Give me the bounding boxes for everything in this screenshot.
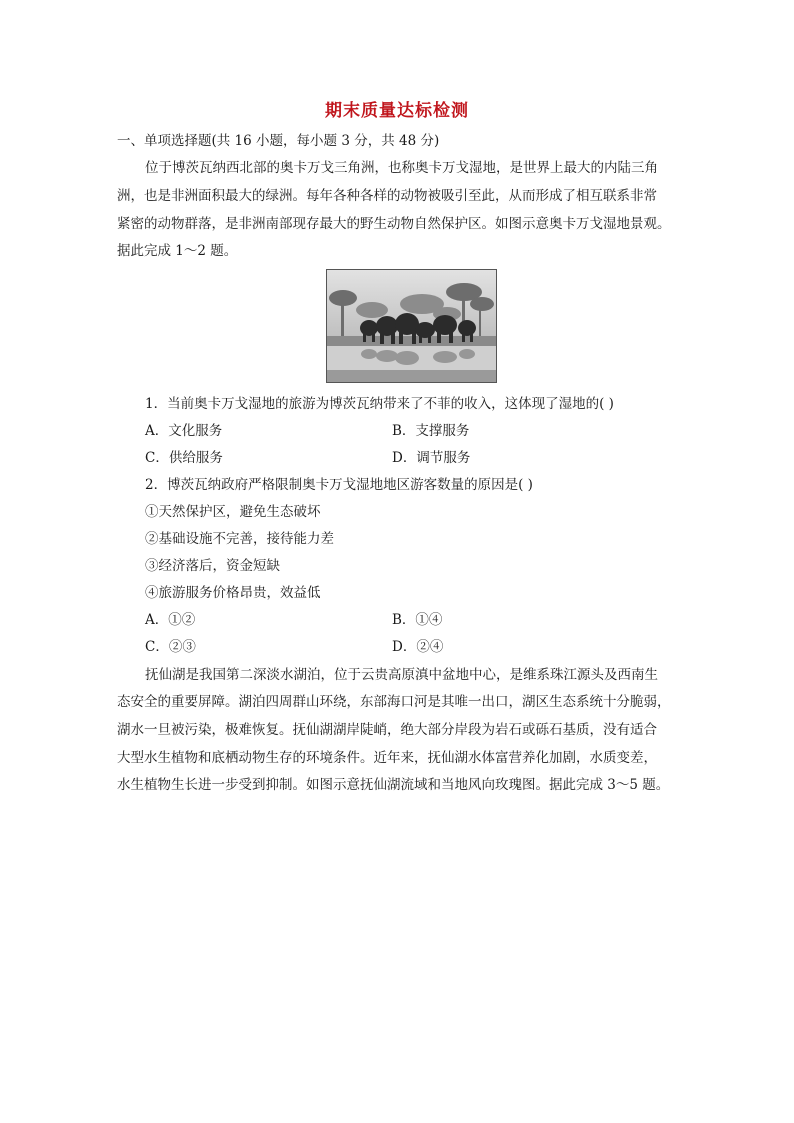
passage2-line: 态安全的重要屏障。湖泊四周群山环绕，东部海口河是其唯一出口，湖区生态系统十分脆弱， <box>117 694 671 710</box>
wetland-elephants-photo <box>326 269 497 383</box>
question-2-item-4: ④旅游服务价格昂贵，效益低 <box>145 585 321 601</box>
passage1-line: 紧密的动物群落，是非洲南部现存最大的野生动物自然保护区。如图示意奥卡万戈湿地景观。 <box>117 216 671 232</box>
section-heading: 一、单项选择题(共 16 小题，每小题 3 分，共 48 分) <box>117 133 440 149</box>
question-1-stem: 1．当前奥卡万戈湿地的旅游为博茨瓦纳带来了不菲的收入，这体现了湿地的( ) <box>145 396 614 412</box>
passage2-line: 抚仙湖是我国第二深淡水湖泊，位于云贵高原滇中盆地中心，是维系珠江源头及西南生 <box>145 667 658 683</box>
question-2-option-a: A．①② <box>145 612 196 628</box>
elephants-illustration <box>327 270 496 382</box>
question-1-option-b: B．支撑服务 <box>392 423 470 439</box>
question-1-option-d: D．调节服务 <box>392 450 471 466</box>
passage1-line: 据此完成 1～2 题。 <box>117 243 238 259</box>
question-1-option-c: C．供给服务 <box>145 450 223 466</box>
question-1-option-a: A．文化服务 <box>145 423 223 439</box>
question-2-item-3: ③经济落后，资金短缺 <box>145 558 280 574</box>
passage1-line: 位于博茨瓦纳西北部的奥卡万戈三角洲，也称奥卡万戈湿地，是世界上最大的内陆三角 <box>145 160 658 176</box>
question-2-option-d: D．②④ <box>392 639 444 655</box>
question-2-option-c: C．②③ <box>145 639 196 655</box>
question-2-item-1: ①天然保护区，避免生态破坏 <box>145 504 321 520</box>
question-2-option-b: B．①④ <box>392 612 443 628</box>
passage2-line: 水生植物生长进一步受到抑制。如图示意抚仙湖流域和当地风向玫瑰图。据此完成 3～5 题。 <box>117 777 670 793</box>
question-2-stem: 2．博茨瓦纳政府严格限制奥卡万戈湿地地区游客数量的原因是( ) <box>145 477 533 493</box>
page-title: 期末质量达标检测 <box>325 101 469 121</box>
passage1-line: 洲，也是非洲面积最大的绿洲。每年各种各样的动物被吸引至此，从而形成了相互联系非常 <box>117 188 657 204</box>
passage2-line: 湖水一旦被污染，极难恢复。抚仙湖湖岸陡峭，绝大部分岸段为岩石或砾石基质，没有适合 <box>117 722 657 738</box>
passage2-line: 大型水生植物和底栖动物生存的环境条件。近年来，抚仙湖水体富营养化加剧，水质变差， <box>117 750 657 766</box>
question-2-item-2: ②基础设施不完善，接待能力差 <box>145 531 334 547</box>
